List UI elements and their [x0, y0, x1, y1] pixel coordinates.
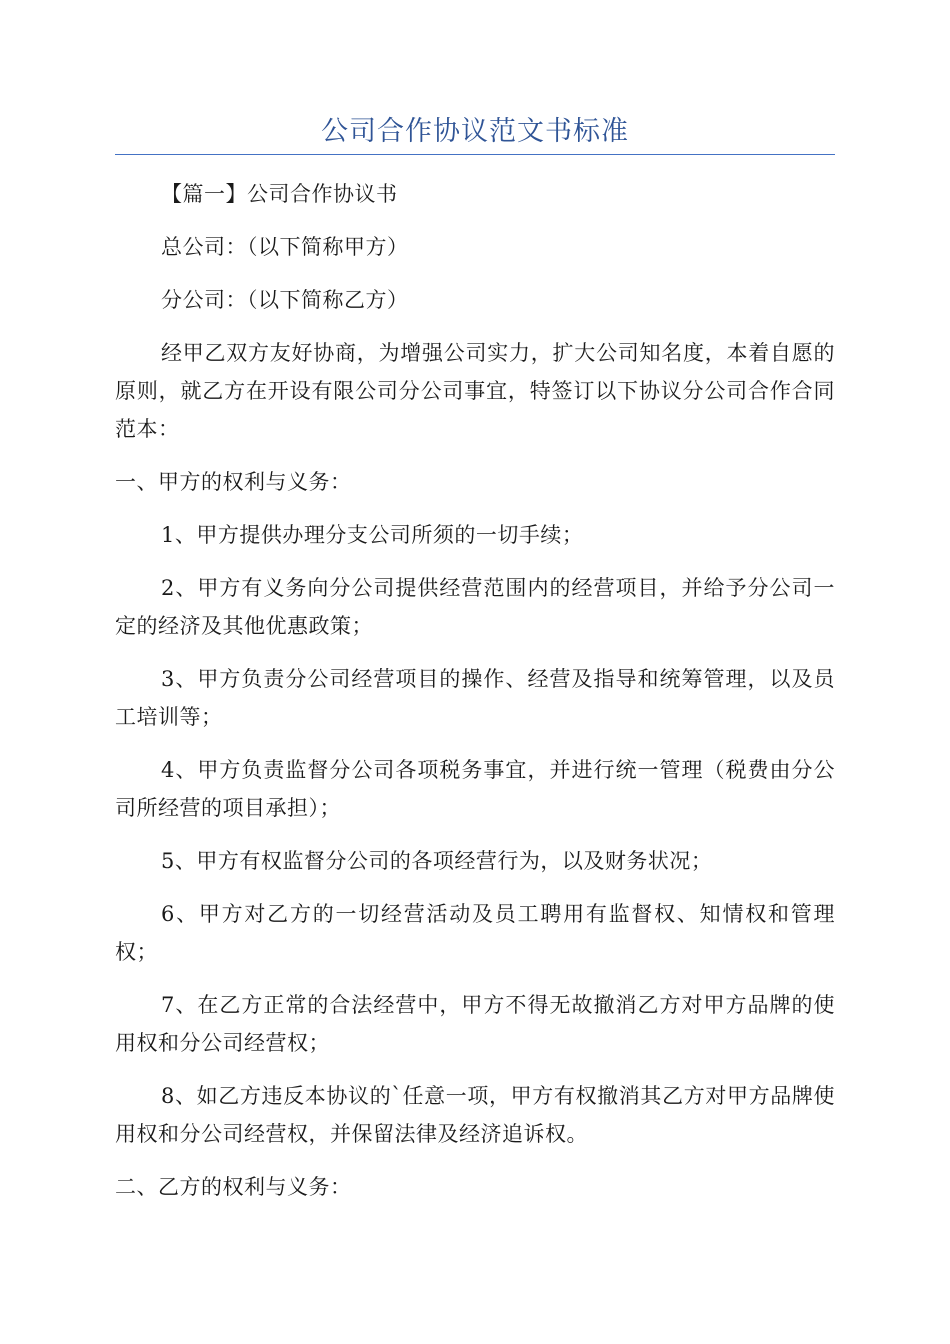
title-underline	[115, 154, 835, 155]
clause-a-6: 6、甲方对乙方的一切经营活动及员工聘用有监督权、知情权和管理权；	[115, 902, 835, 964]
clause-a-5: 5、甲方有权监督分公司的各项经营行为，以及财务状况；	[161, 849, 713, 873]
clause-a-1: 1、甲方提供办理分支公司所须的一切手续；	[161, 523, 584, 547]
document-body	[115, 175, 835, 1221]
paragraph-party-b: 分公司：（以下简称乙方）	[161, 288, 409, 312]
paragraph-section-heading: 【篇一】公司合作协议书	[161, 182, 398, 206]
clause-a-4: 4、甲方负责监督分公司各项税务事宜，并进行统一管理（税费由分公司所经营的项目承担）；	[115, 758, 835, 820]
clause-a-7: 7、在乙方正常的合法经营中，甲方不得无故撤消乙方对甲方品牌的使用权和分公司经营权；	[115, 993, 835, 1055]
heading-party-a-rights: 一、甲方的权利与义务：	[115, 470, 352, 494]
paragraph-preamble: 经甲乙双方友好协商，为增强公司实力，扩大公司知名度，本着自愿的原则，就乙方在开设有限公司分公司事宜，特签订以下协议分公司合作合同范本：	[115, 341, 835, 441]
document-title: 公司合作协议范文书标准	[321, 116, 629, 147]
clause-a-3: 3、甲方负责分公司经营项目的操作、经营及指导和统筹管理，以及员工培训等；	[115, 667, 835, 729]
clause-a-2: 2、甲方有义务向分公司提供经营范围内的经营项目，并给予分公司一定的经济及其他优惠政策；	[115, 576, 835, 638]
heading-party-b-rights: 二、乙方的权利与义务：	[115, 1175, 352, 1199]
paragraph-party-a: 总公司：（以下简称甲方）	[161, 235, 409, 259]
clause-a-8: 8、如乙方违反本协议的`任意一项，甲方有权撤消其乙方对甲方品牌使用权和分公司经营权，并保留法律及经济追诉权。	[115, 1084, 835, 1146]
